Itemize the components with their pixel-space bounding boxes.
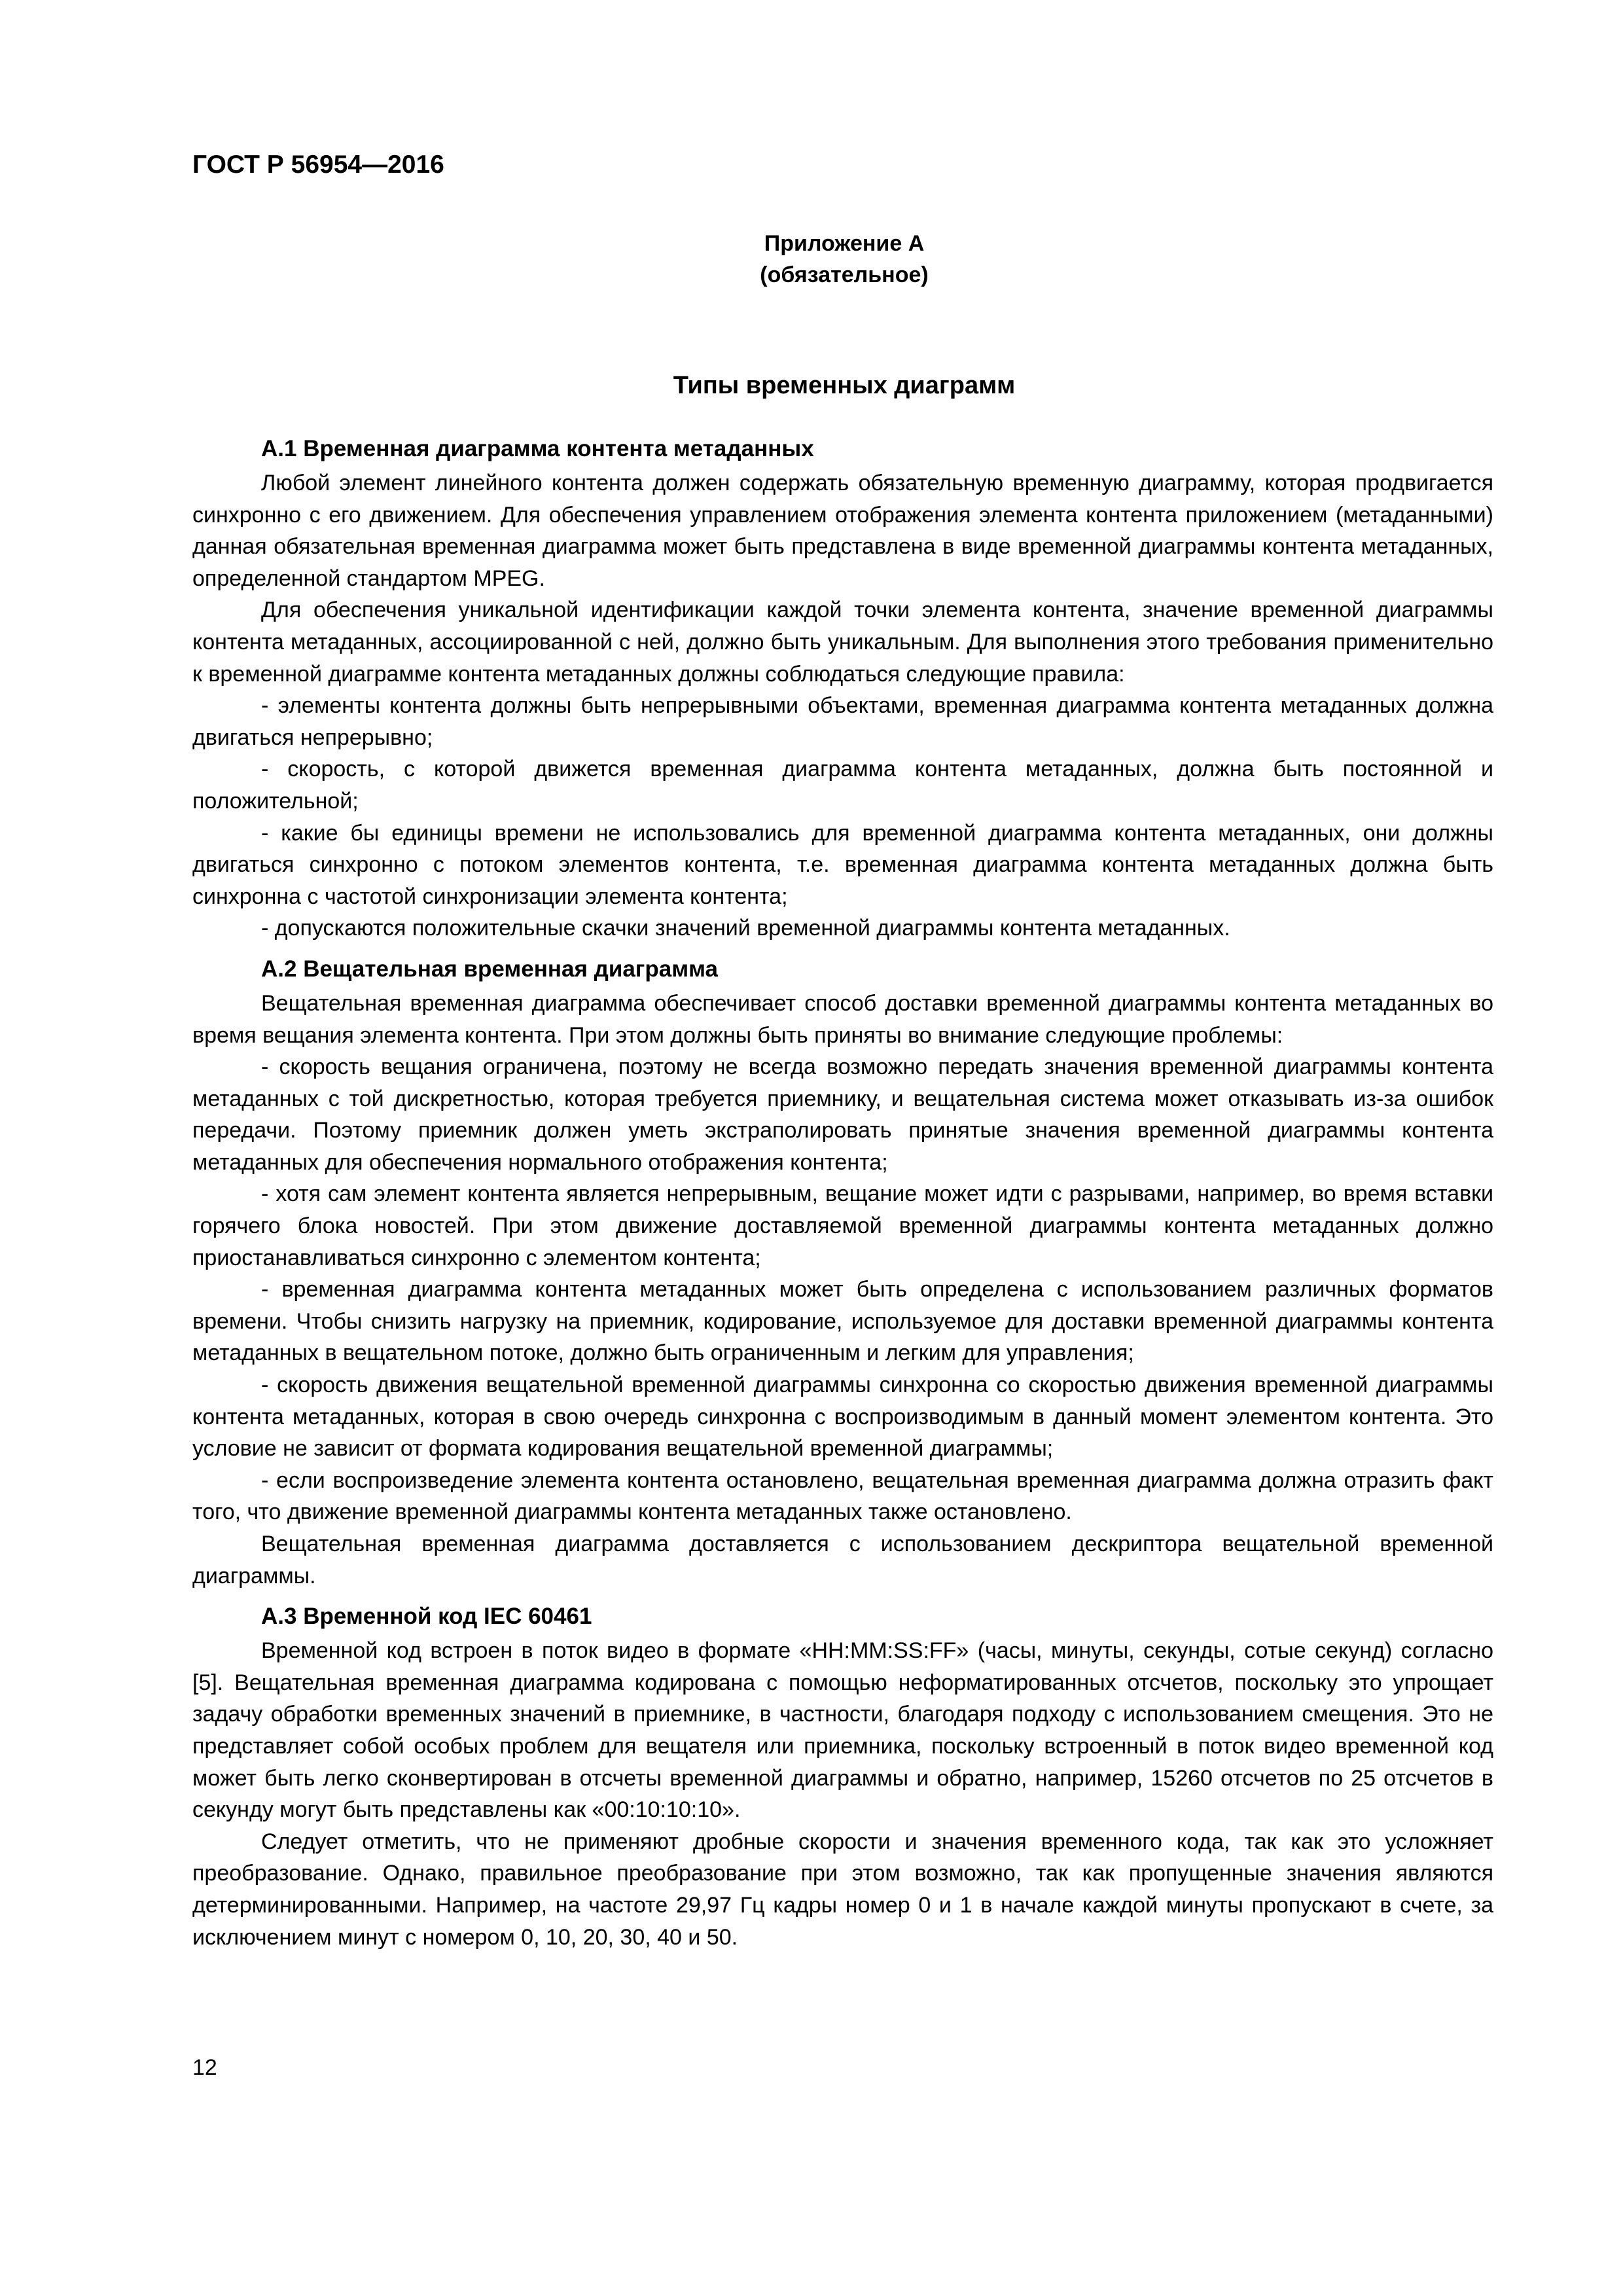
appendix-title: Приложение А <box>764 231 925 256</box>
document-code: ГОСТ Р 56954—2016 <box>192 151 444 179</box>
document-body <box>192 433 1493 1953</box>
paragraph: Для обеспечения уникальной идентификации каждой точки элемента контента, значение временной диаграммы контента метаданных, ассоциированной с ней, должно быть уникальным. Для выполнения этого требования применительно к временной диаграмме контента метаданных должны соблюдаться следующие правила: <box>192 598 1493 687</box>
list-item: - какие бы единицы времени не использовались для временной диаграмма контента метаданных, они должны двигаться синхронно с потоком элементов контента, т.е. временная диаграмма контента метаданных должна быть синхронна с частотой синхронизации элемента контента; <box>192 820 1493 909</box>
section-a2 <box>192 954 1493 1592</box>
list-item: - хотя сам элемент контента является непрерывным, вещание может идти с разрывами, например, во время вставки горячего блока новостей. При этом движение доставляемой временной диаграммы контента метаданных должно приостанавливаться синхронно с элементом контента; <box>192 1181 1493 1270</box>
list-item: - временная диаграмма контента метаданных может быть определена с использованием различных форматов времени. Чтобы снизить нагрузку на приемник, кодирование, используемое для доставки временной диаграммы контента метаданных в вещательном потоке, должно быть ограниченным и легким для управления; <box>192 1277 1493 1366</box>
paragraph: Временной код встроен в поток видео в формате «HH:MM:SS:FF» (часы, минуты, секунды, сотые секунд) согласно [5]. Вещательная временная диаграмма кодирована с помощью неформатированных отсчетов, поскольку это упрощает задачу обработки временных значений в приемнике, в частности, благодаря подходу с использованием смещения. Это не представляет собой особых проблем для вещателя или приемника, поскольку встроенный в поток видео временной код может быть легко сконвертирован в отсчеты временной диаграммы и обратно, например, 15260 отсчетов по 25 отсчетов в секунду могут быть представлены как «00:10:10:10». <box>192 1638 1493 1823</box>
list-item: - элементы контента должны быть непрерывными объектами, временная диаграмма контента метаданных должна двигаться непрерывно; <box>192 693 1493 750</box>
list-item: - скорость движения вещательной временной диаграммы синхронна со скоростью движения временной диаграммы контента метаданных, которая в свою очередь синхронна с воспроизводимым в данный момент элементом контента. Это условие не зависит от формата кодирования вещательной временной диаграммы; <box>192 1372 1493 1462</box>
list-item: - скорость, с которой движется временная диаграмма контента метаданных, должна быть постоянной и положительной; <box>192 757 1493 814</box>
list-item: - если воспроизведение элемента контента остановлено, вещательная временная диаграмма должна отразить факт того, что движение временной диаграммы контента метаданных также остановлено. <box>192 1467 1493 1525</box>
paragraph: Вещательная временная диаграмма обеспечивает способ доставки временной диаграммы контента метаданных во время вещания элемента контента. При этом должны быть приняты во внимание следующие проблемы: <box>192 990 1493 1048</box>
section-heading: А.3 Временной код IEC 60461 <box>261 1604 592 1630</box>
paragraph: Вещательная временная диаграмма доставляется с использованием дескриптора вещательной временной диаграммы. <box>192 1532 1493 1588</box>
appendix-status: (обязательное) <box>760 262 929 287</box>
section-a1 <box>192 433 1493 944</box>
section-a3 <box>192 1601 1493 1953</box>
section-heading: А.1 Временная диаграмма контента метаданных <box>261 436 814 461</box>
section-heading: А.2 Вещательная временная диаграмма <box>261 956 719 982</box>
page-number: 12 <box>192 2055 217 2080</box>
list-item: - допускаются положительные скачки значений временной диаграммы контента метаданных. <box>261 916 1230 941</box>
paragraph: Любой элемент линейного контента должен содержать обязательную временную диаграмму, которая продвигается синхронно с его движением. Для обеспечения управлением отображения элемента контента приложением (метаданными) данная обязательная временная диаграмма может быть представлена в виде временной диаграммы контента метаданных, определенной стандартом MPEG. <box>192 471 1493 591</box>
paragraph: Следует отметить, что не применяют дробные скорости и значения временного кода, так как это усложняет преобразование. Однако, правильное преобразование при этом возможно, так как пропущенные значения являются детерминированными. Например, на частоте 29,97 Гц кадры номер 0 и 1 в начале каждой минуты пропускают в счете, за исключением минут с номером 0, 10, 20, 30, 40 и 50. <box>192 1829 1493 1950</box>
list-item: - скорость вещания ограничена, поэтому не всегда возможно передать значения временной диаграммы контента метаданных с той дискретностью, которая требуется приемнику, и вещательная система может отказывать из-за ошибок передачи. Поэтому приемник должен уметь экстраполировать принятые значения временной диаграммы контента метаданных для обеспечения нормального отображения контента; <box>192 1054 1493 1175</box>
main-title: Типы временных диаграмм <box>673 372 1016 399</box>
